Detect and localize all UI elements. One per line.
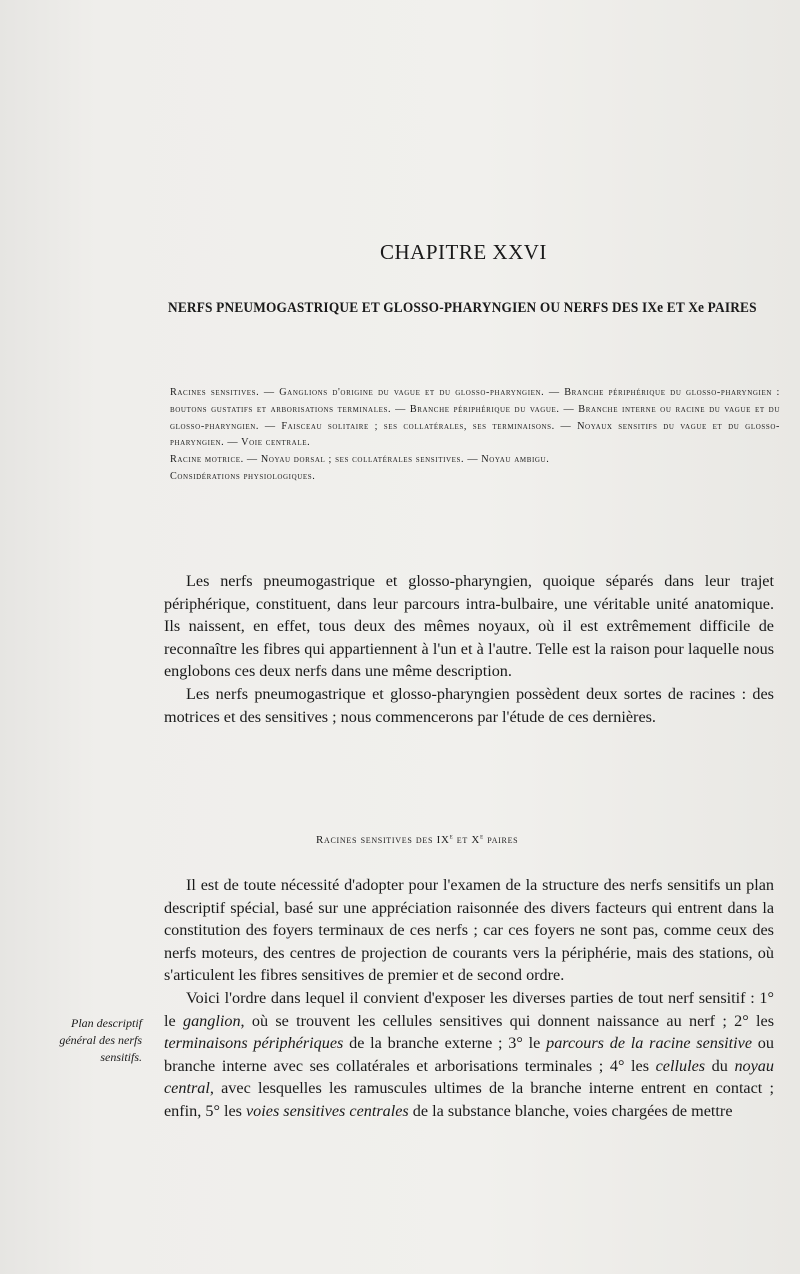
section-heading-sup-2: e <box>480 832 484 841</box>
margin-note: Plan descriptif général des nerfs sensitifs. <box>59 1016 142 1064</box>
summary-physiology: Considérations physiologiques. <box>170 470 316 482</box>
intro-text <box>164 570 774 728</box>
text-run: du <box>705 1056 735 1075</box>
italic-parcours: parcours de la racine sensitive <box>546 1034 753 1053</box>
text-run: de la substance blanche, voies chargées de mettre <box>408 1101 733 1120</box>
section-heading-sup-1: e <box>449 832 454 841</box>
chapter-title: CHAPITRE XXVI <box>380 240 547 264</box>
italic-terminaisons: terminaisons périphériques <box>164 1034 344 1053</box>
italic-cellules: cellules <box>655 1056 706 1075</box>
summary-sensory: Racines sensitives. — Ganglions d'origine du vague et du glosso-pharyngien. — Branche périphérique du glosso-pharyngien : boutons gustatifs et arborisations terminales. — Branche périphérique du vague. — Branche interne ou racine du vague et du glosso-pharyngien. — Faisceau solitaire ; ses collatérales, ses terminaisons. — Noyaux sensitifs du vague et du glosso-pharyngien. — Voie centrale. <box>170 387 780 449</box>
section-paragraph-1: Il est de toute nécessité d'adopter pour l'examen de la structure des nerfs sensitifs un plan descriptif spécial, basé sur une appréciation raisonnée des divers facteurs qui entrent dans la constitution des foyers terminaux de ces nerfs ; car ces foyers ne sont pas, comme ceux des nerfs moteurs, des centres de projection de courants vers la périphérie, mais des stations, où s'articulent les fibres sensitives de premier et de second ordre. <box>164 876 774 985</box>
italic-voies-sensitives: voies sensitives centrales <box>246 1101 409 1120</box>
italic-ganglion: ganglion <box>182 1011 241 1030</box>
section-paragraph-2 <box>164 987 774 1123</box>
intro-paragraph-1: Les nerfs pneumogastrique et glosso-pharyngien, quoique séparés dans leur trajet périphérique, constituent, dans leur parcours intra-bulbaire, une véritable unité anatomique. Ils naissent, en effet, tous deux des mêmes noyaux, où il est extrêmement difficile de reconnaître les fibres qui appartiennent à l'un et à l'autre. Telle est la raison pour laquelle nous englobons ces deux nerfs dans une même description. <box>164 572 774 681</box>
text-run: , où se trouvent les cellules sensitives qui donnent naissance au nerf ; 2° les <box>240 1011 774 1030</box>
text-run: de la branche externe ; 3° le <box>343 1034 547 1053</box>
section-text <box>164 874 774 1123</box>
section-heading-part-2: et X <box>453 834 481 846</box>
italic-noyau-central: noyau central <box>164 1056 774 1098</box>
section-heading <box>316 834 636 846</box>
chapter-summary <box>170 385 780 486</box>
text-run: ou branche interne avec ses collatérales et arborisations terminales ; 4° les <box>164 1034 774 1075</box>
intro-paragraph-2: Les nerfs pneumogastrique et glosso-pharyngien possèdent deux sortes de racines : des motrices et des sensitives ; nous commencerons par l'étude de ces dernières. <box>164 684 774 726</box>
chapter-subtitle: NERFS PNEUMOGASTRIQUE ET GLOSSO-PHARYNGIEN OU NERFS DES IXe ET Xe PAIRES <box>168 300 757 316</box>
section-heading-part-1: Racines sensitives des IX <box>316 834 450 846</box>
summary-motor: Racine motrice. — Noyau dorsal ; ses collatérales sensitives. — Noyau ambigu. <box>170 454 550 466</box>
text-run: , avec lesquelles les ramuscules ultimes de la branche interne entrent en contact ; enfin, 5° les <box>164 1079 774 1120</box>
text-run: Voici l'ordre dans lequel il convient d'exposer les diverses parties de tout nerf sensitif : 1° le <box>164 988 774 1030</box>
section-heading-part-3: paires <box>483 834 519 846</box>
